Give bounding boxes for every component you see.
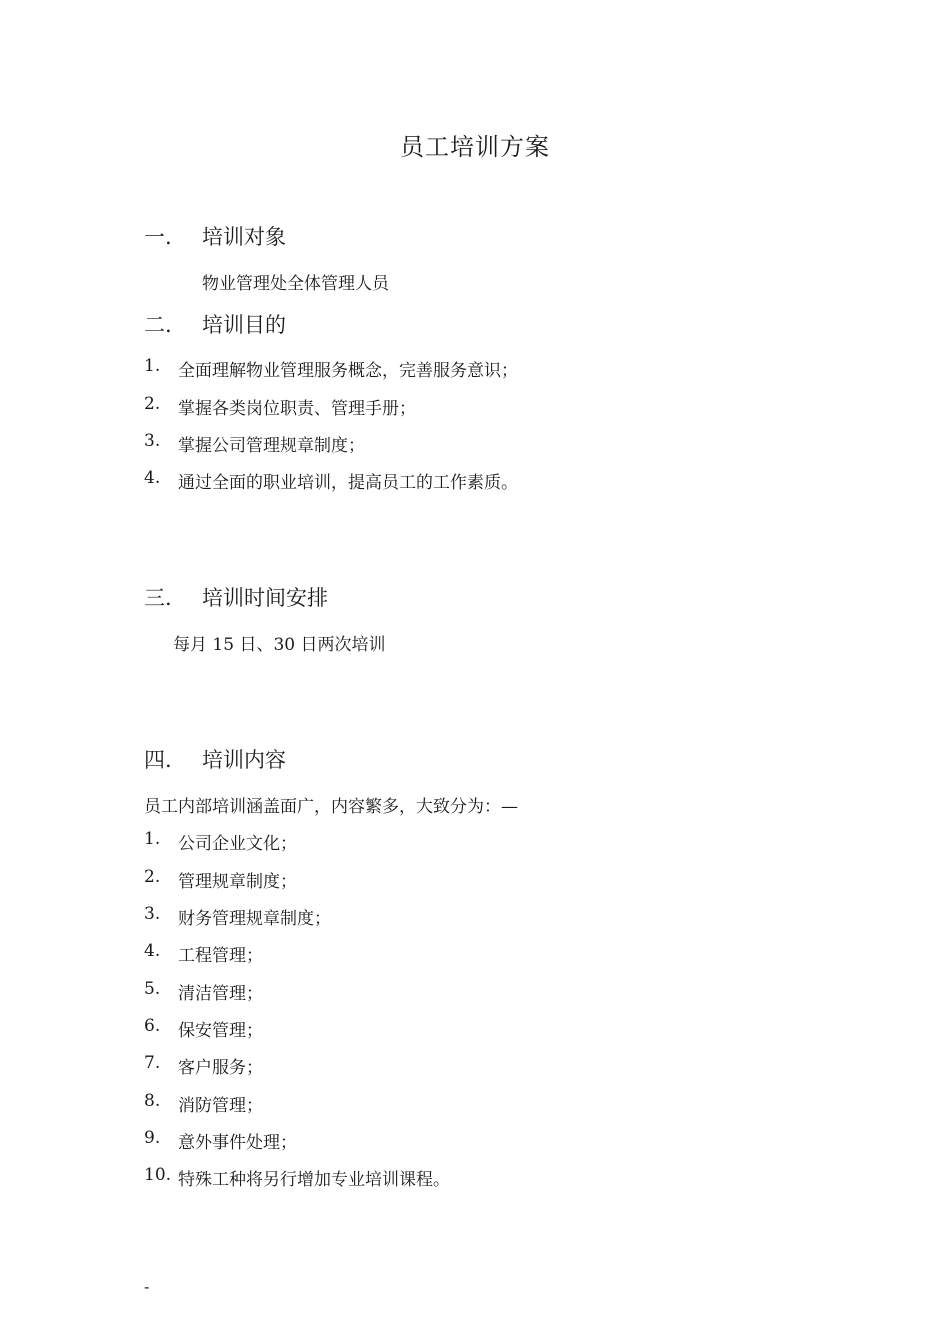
section-3-body: 每月 15 日、30 日两次培训: [173, 635, 386, 655]
list-item-number: 3.: [144, 431, 161, 451]
list-item: 掌握公司管理规章制度；: [178, 436, 365, 456]
list-item-number: 10.: [144, 1165, 172, 1185]
list-item: 客户服务；: [178, 1058, 263, 1078]
list-item: 保安管理；: [178, 1021, 263, 1041]
list-item-number: 4.: [144, 468, 161, 488]
list-item-number: 3.: [144, 904, 161, 924]
section-2-title: 培训目的: [202, 313, 286, 337]
section-4-title: 培训内容: [202, 748, 286, 772]
list-item: 工程管理；: [178, 946, 263, 966]
section-2-number: 二.: [144, 313, 172, 337]
list-item-number: 2.: [144, 394, 161, 414]
list-item-number: 5.: [144, 979, 161, 999]
document-title: 员工培训方案: [400, 133, 550, 161]
section-1-title: 培训对象: [202, 225, 286, 249]
list-item: 通过全面的职业培训，提高员工的工作素质。: [178, 473, 518, 493]
list-item: 意外事件处理；: [178, 1133, 297, 1153]
list-item: 清洁管理；: [178, 984, 263, 1004]
list-item: 管理规章制度；: [178, 872, 297, 892]
list-item: 掌握各类岗位职责、管理手册；: [178, 399, 416, 419]
footer-mark: -: [144, 1277, 150, 1296]
list-item: 公司企业文化；: [178, 834, 297, 854]
section-4-number: 四.: [144, 748, 172, 772]
list-item: 财务管理规章制度；: [178, 909, 331, 929]
list-item-number: 4.: [144, 941, 161, 961]
list-item-number: 2.: [144, 867, 161, 887]
section-3-title: 培训时间安排: [202, 586, 328, 610]
section-3-number: 三.: [144, 586, 172, 610]
list-item-number: 9.: [144, 1128, 161, 1148]
list-item: 特殊工种将另行增加专业培训课程。: [178, 1170, 450, 1190]
section-1-number: 一.: [144, 225, 172, 249]
list-item-number: 8.: [144, 1091, 161, 1111]
list-item-number: 6.: [144, 1016, 161, 1036]
list-item-number: 7.: [144, 1053, 161, 1073]
list-item: 消防管理；: [178, 1096, 263, 1116]
section-4-intro: 员工内部培训涵盖面广，内容繁多，大致分为：—: [144, 797, 518, 817]
list-item-number: 1.: [144, 356, 161, 376]
list-item: 全面理解物业管理服务概念，完善服务意识；: [178, 361, 518, 381]
section-1-body: 物业管理处全体管理人员: [202, 274, 389, 294]
list-item-number: 1.: [144, 829, 161, 849]
